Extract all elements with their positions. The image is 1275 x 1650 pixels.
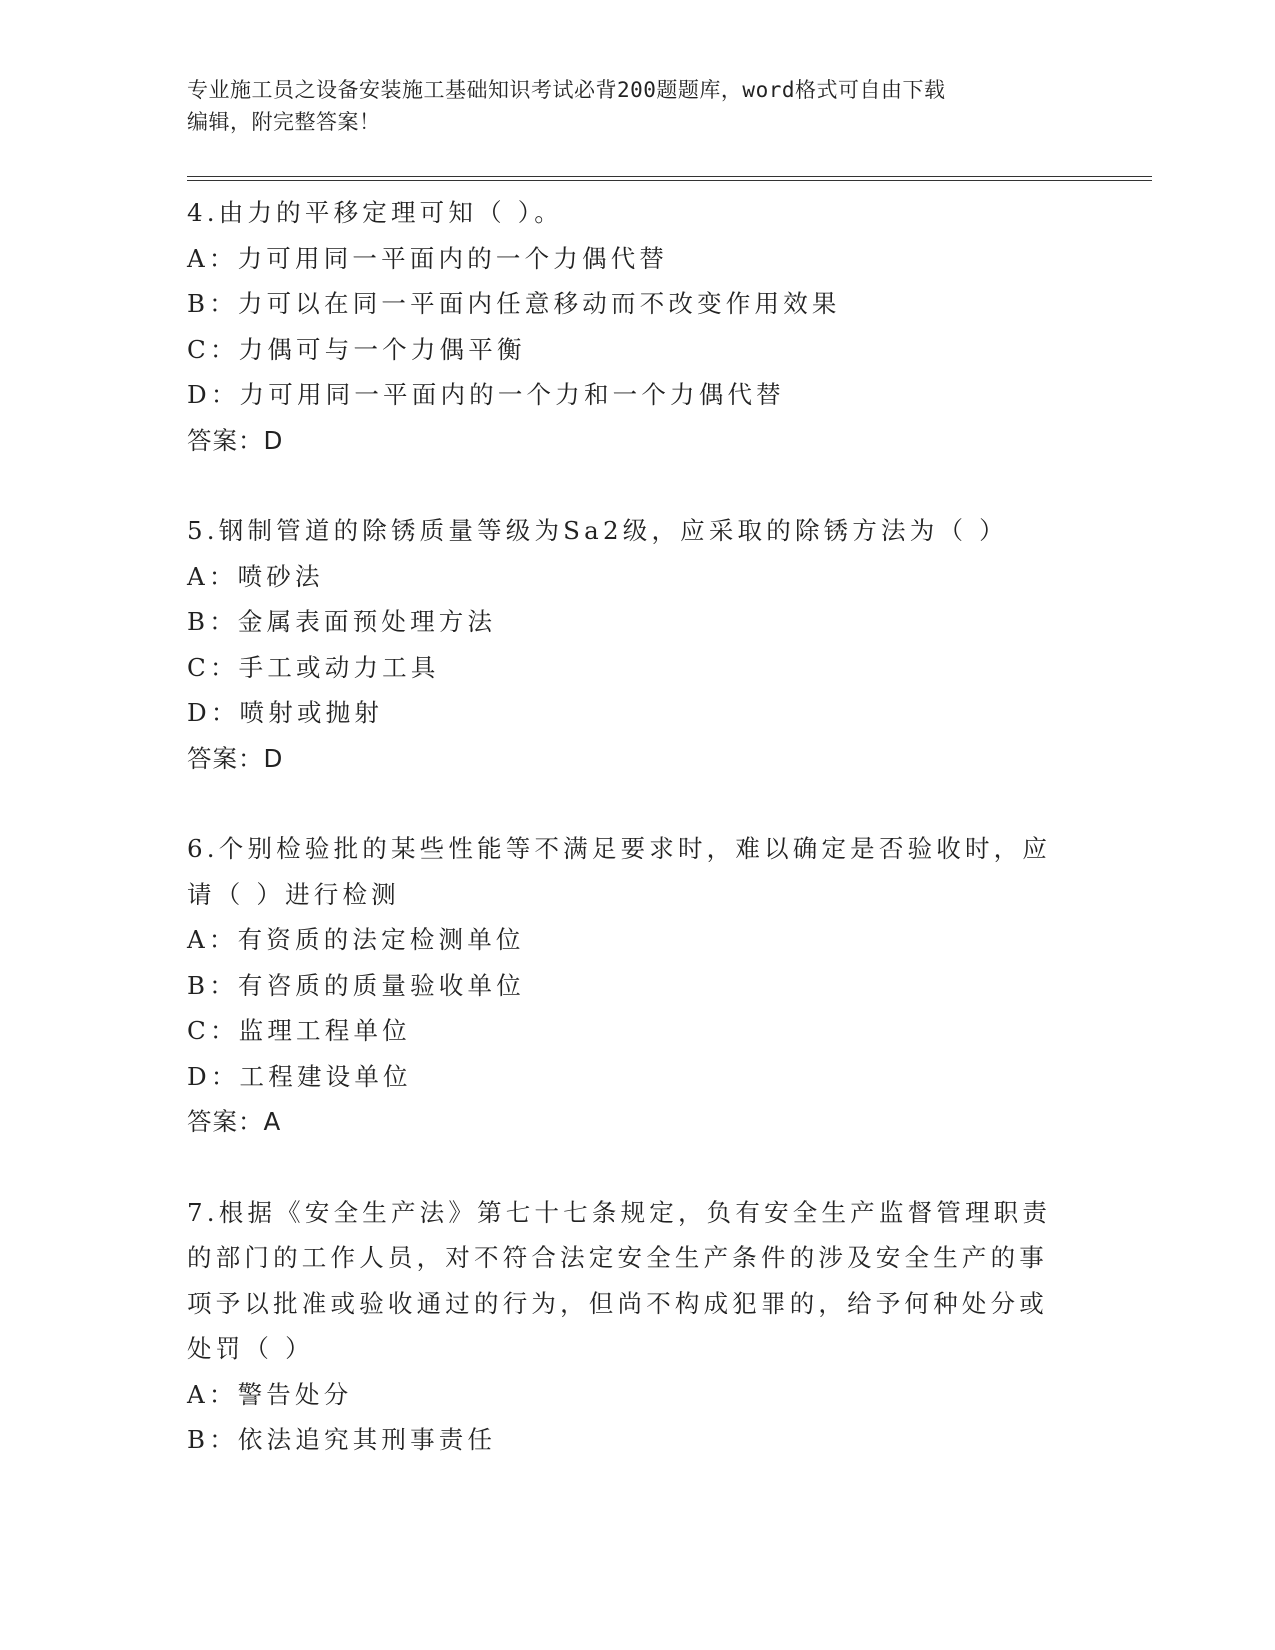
- answer-label: 答案：D: [187, 425, 284, 455]
- header-line-2: 编辑，附完整答案！: [187, 110, 381, 134]
- option-b: B：依法追究其刑事责任: [187, 1425, 497, 1454]
- document-header: [187, 74, 1067, 138]
- question-text: 5.钢制管道的除锈质量等级为Sa2级，应采取的除锈方法为（ ）: [187, 516, 1008, 545]
- option-a: A：有资质的法定检测单位: [187, 925, 525, 954]
- question-block: [187, 508, 1067, 781]
- question-spacer: [187, 781, 1067, 826]
- option-d: D：工程建设单位: [187, 1061, 412, 1091]
- question-list: [187, 190, 1067, 1463]
- header-line-1: 专业施工员之设备安装施工基础知识考试必背200题题库，word格式可自由下载: [187, 78, 946, 102]
- option-b: B：有咨质的质量验收单位: [187, 970, 525, 1000]
- question-text: 4.由力的平移定理可知（ ）。: [187, 198, 563, 227]
- option-c: C：手工或动力工具: [187, 652, 440, 682]
- question-spacer: [187, 463, 1067, 508]
- option-d: D：力可用同一平面内的一个力和一个力偶代替: [187, 380, 785, 409]
- question-block: [187, 190, 1067, 463]
- option-c: C：监理工程单位: [187, 1016, 411, 1045]
- question-spacer: [187, 1145, 1067, 1190]
- option-b: B：力可以在同一平面内任意移动而不改变作用效果: [187, 289, 841, 318]
- answer-label: 答案：A: [187, 1107, 282, 1136]
- answer-label: 答案：D: [187, 743, 284, 773]
- option-c: C：力偶可与一个力偶平衡: [187, 334, 526, 364]
- option-b: B：金属表面预处理方法: [187, 607, 497, 636]
- option-a: A：力可用同一平面内的一个力偶代替: [187, 243, 669, 273]
- question-text-line-1: 6.个别检验批的某些性能等不满足要求时，难以确定是否验收时，应: [187, 834, 1052, 863]
- option-d: D：喷射或抛射: [187, 698, 384, 727]
- question-text-line-2: 的部门的工作人员，对不符合法定安全生产条件的涉及安全生产的事: [187, 1243, 1048, 1272]
- question-text-line-4: 处罚（ ）: [187, 1334, 314, 1363]
- option-a: A：喷砂法: [187, 561, 324, 591]
- question-text-line-2: 请（ ）进行检测: [187, 879, 400, 909]
- header-divider-top: [187, 176, 1152, 177]
- question-block: [187, 1190, 1067, 1463]
- question-text-line-3: 项予以批准或验收通过的行为，但尚不构成犯罪的，给予何种处分或: [187, 1288, 1048, 1318]
- question-block: [187, 826, 1067, 1145]
- question-text-line-1: 7.根据《安全生产法》第七十七条规定，负有安全生产监督管理职责: [187, 1197, 1052, 1227]
- option-a: A：警告处分: [187, 1379, 353, 1409]
- header-divider-bottom: [187, 180, 1152, 181]
